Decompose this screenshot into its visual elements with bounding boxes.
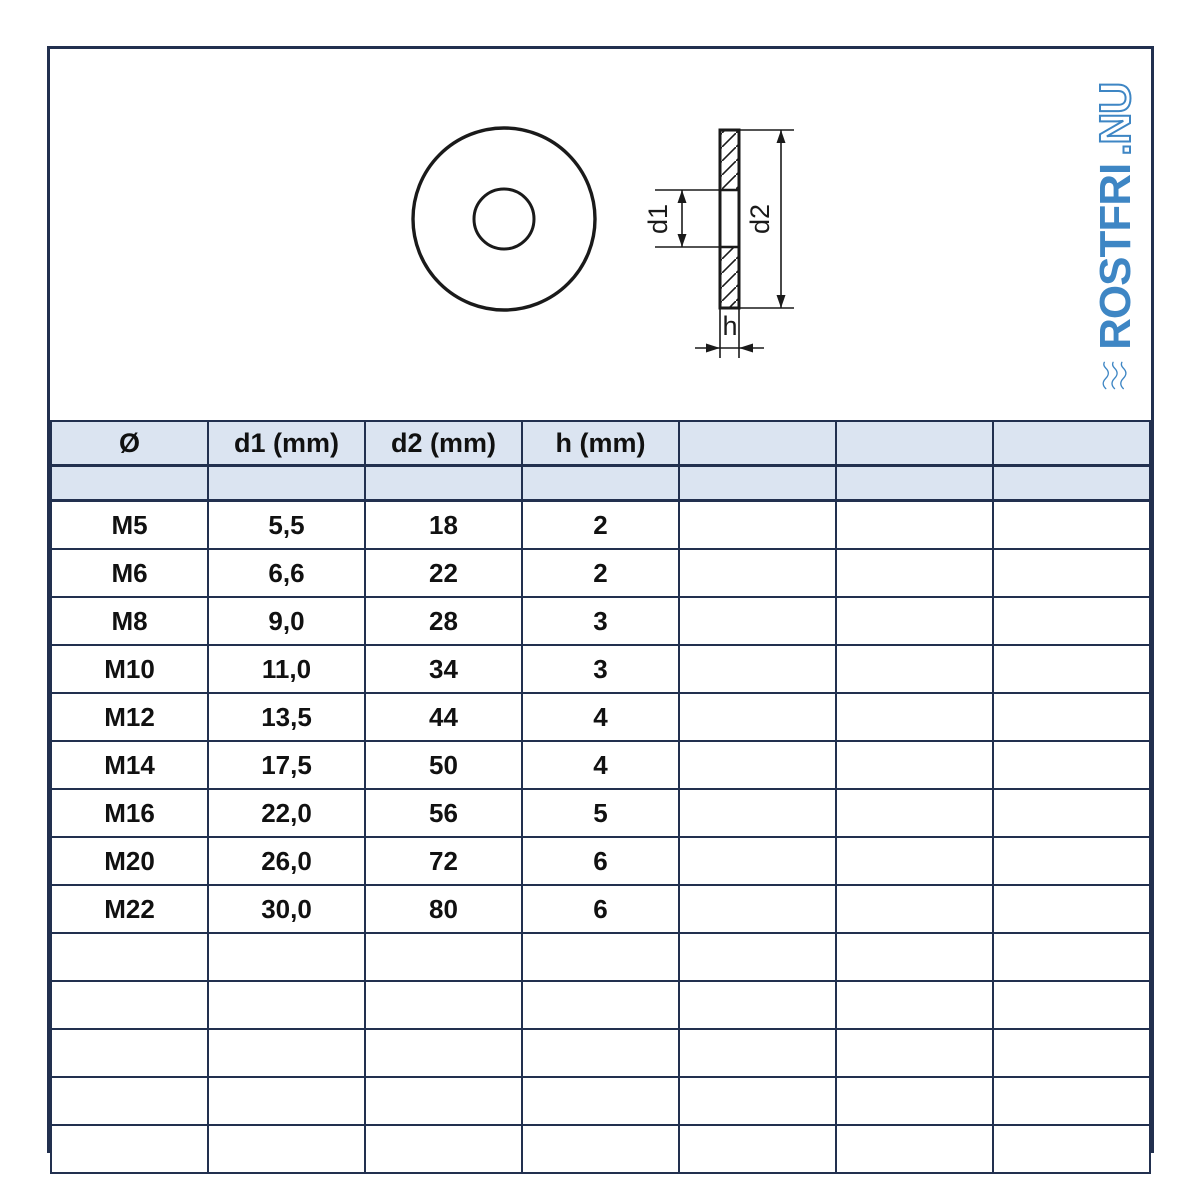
table-cell	[679, 466, 836, 501]
table-cell	[51, 1125, 208, 1173]
table-cell	[51, 981, 208, 1029]
column-header	[993, 421, 1150, 466]
table-cell: 44	[365, 693, 522, 741]
data-row	[51, 693, 1150, 741]
table-cell	[836, 789, 993, 837]
table-cell: 13,5	[208, 693, 365, 741]
table-cell: 3	[522, 597, 679, 645]
table-cell	[208, 1029, 365, 1077]
table-cell: 30,0	[208, 885, 365, 933]
column-header: d1 (mm)	[208, 421, 365, 466]
column-header: h (mm)	[522, 421, 679, 466]
empty-row	[51, 933, 1150, 981]
table-cell: 2	[522, 549, 679, 597]
table-cell: M6	[51, 549, 208, 597]
table-cell: 50	[365, 741, 522, 789]
table-cell: 6,6	[208, 549, 365, 597]
table-cell	[836, 885, 993, 933]
empty-row	[51, 1125, 1150, 1173]
table-cell	[836, 1077, 993, 1125]
table-cell	[679, 1029, 836, 1077]
table-cell	[993, 549, 1150, 597]
dimension-table	[50, 420, 1151, 1174]
table-cell	[679, 885, 836, 933]
table-cell	[993, 597, 1150, 645]
table-header-row	[51, 421, 1150, 466]
h-label: h	[722, 311, 738, 341]
washer-section-view	[720, 130, 739, 308]
washer-technical-drawing	[50, 49, 1151, 420]
brand-name-outline: .NU	[1091, 83, 1140, 156]
d1-label: d1	[643, 203, 674, 235]
table-cell: M8	[51, 597, 208, 645]
empty-row	[51, 981, 1150, 1029]
table-cell	[993, 466, 1150, 501]
table-cell	[365, 1125, 522, 1173]
table-cell	[522, 981, 679, 1029]
table-cell	[679, 1125, 836, 1173]
table-cell: 80	[365, 885, 522, 933]
table-cell	[836, 837, 993, 885]
table-cell	[836, 597, 993, 645]
table-cell	[836, 549, 993, 597]
table-cell	[679, 837, 836, 885]
table-cell	[208, 1077, 365, 1125]
table-cell	[522, 1029, 679, 1077]
table-cell: 3	[522, 645, 679, 693]
dimension-d2	[739, 130, 794, 308]
table-cell	[51, 466, 208, 501]
table-cell	[836, 981, 993, 1029]
table-cell	[993, 501, 1150, 550]
data-row	[51, 597, 1150, 645]
spacer-row	[51, 466, 1150, 501]
table-cell	[993, 981, 1150, 1029]
data-row	[51, 741, 1150, 789]
table-cell	[836, 693, 993, 741]
table-cell	[836, 1029, 993, 1077]
data-row	[51, 645, 1150, 693]
table-cell	[836, 933, 993, 981]
table-cell: 28	[365, 597, 522, 645]
table-cell	[679, 597, 836, 645]
table-cell: 18	[365, 501, 522, 550]
table-cell	[365, 466, 522, 501]
table-cell: 34	[365, 645, 522, 693]
data-row	[51, 549, 1150, 597]
washer-front-view	[413, 128, 595, 310]
data-row	[51, 837, 1150, 885]
table-cell	[836, 741, 993, 789]
table-cell: M20	[51, 837, 208, 885]
table-cell: 5	[522, 789, 679, 837]
sheet-frame	[47, 46, 1154, 1153]
table-cell	[836, 466, 993, 501]
table-cell	[522, 466, 679, 501]
table-cell: 4	[522, 693, 679, 741]
table-cell	[993, 741, 1150, 789]
table-cell: 72	[365, 837, 522, 885]
brand-name-solid: ROSTFRI	[1091, 163, 1140, 350]
table-cell	[993, 837, 1150, 885]
table-cell	[679, 549, 836, 597]
table-cell: 2	[522, 501, 679, 550]
table-cell: M12	[51, 693, 208, 741]
table-cell	[679, 501, 836, 550]
table-cell	[993, 885, 1150, 933]
table-cell	[836, 1125, 993, 1173]
dimension-h	[695, 308, 764, 358]
column-header: Ø	[51, 421, 208, 466]
table-cell	[679, 981, 836, 1029]
table-cell	[208, 1125, 365, 1173]
table-body	[51, 466, 1150, 1174]
table-cell	[51, 1029, 208, 1077]
washer-drawing-svg	[50, 49, 1151, 420]
table-cell: 6	[522, 837, 679, 885]
table-cell	[365, 1077, 522, 1125]
table-cell: M10	[51, 645, 208, 693]
table-cell: M16	[51, 789, 208, 837]
table-cell: 6	[522, 885, 679, 933]
table-cell: 22	[365, 549, 522, 597]
empty-row	[51, 1077, 1150, 1125]
table-cell: 56	[365, 789, 522, 837]
table-cell	[993, 933, 1150, 981]
d2-label: d2	[745, 203, 776, 235]
table-cell	[993, 645, 1150, 693]
table-cell	[51, 933, 208, 981]
table-cell: 26,0	[208, 837, 365, 885]
table-cell	[993, 693, 1150, 741]
table-cell	[679, 693, 836, 741]
table-cell: M5	[51, 501, 208, 550]
table-cell: 22,0	[208, 789, 365, 837]
table-cell	[993, 1029, 1150, 1077]
table-cell	[993, 1077, 1150, 1125]
data-row	[51, 789, 1150, 837]
table-cell	[836, 501, 993, 550]
table-cell: M22	[51, 885, 208, 933]
data-row	[51, 885, 1150, 933]
table-cell	[365, 981, 522, 1029]
table-cell: 11,0	[208, 645, 365, 693]
table-cell: 17,5	[208, 741, 365, 789]
table-cell	[522, 1077, 679, 1125]
table-cell	[208, 981, 365, 1029]
table-cell	[365, 933, 522, 981]
table-cell	[993, 789, 1150, 837]
dimension-d1	[643, 190, 720, 247]
table-cell	[208, 933, 365, 981]
data-row	[51, 501, 1150, 550]
table-cell	[522, 1125, 679, 1173]
table-cell	[679, 789, 836, 837]
table-cell	[993, 1125, 1150, 1173]
table-cell	[679, 1077, 836, 1125]
table-cell	[51, 1077, 208, 1125]
table-cell: M14	[51, 741, 208, 789]
column-header	[679, 421, 836, 466]
table-cell	[679, 933, 836, 981]
column-header	[836, 421, 993, 466]
table-cell: 5,5	[208, 501, 365, 550]
table-cell	[208, 466, 365, 501]
table-cell	[679, 741, 836, 789]
empty-row	[51, 1029, 1150, 1077]
table-cell: 4	[522, 741, 679, 789]
table-cell: 9,0	[208, 597, 365, 645]
column-header: d2 (mm)	[365, 421, 522, 466]
table-cell	[836, 645, 993, 693]
table-cell	[679, 645, 836, 693]
table-cell	[365, 1029, 522, 1077]
table-cell	[522, 933, 679, 981]
